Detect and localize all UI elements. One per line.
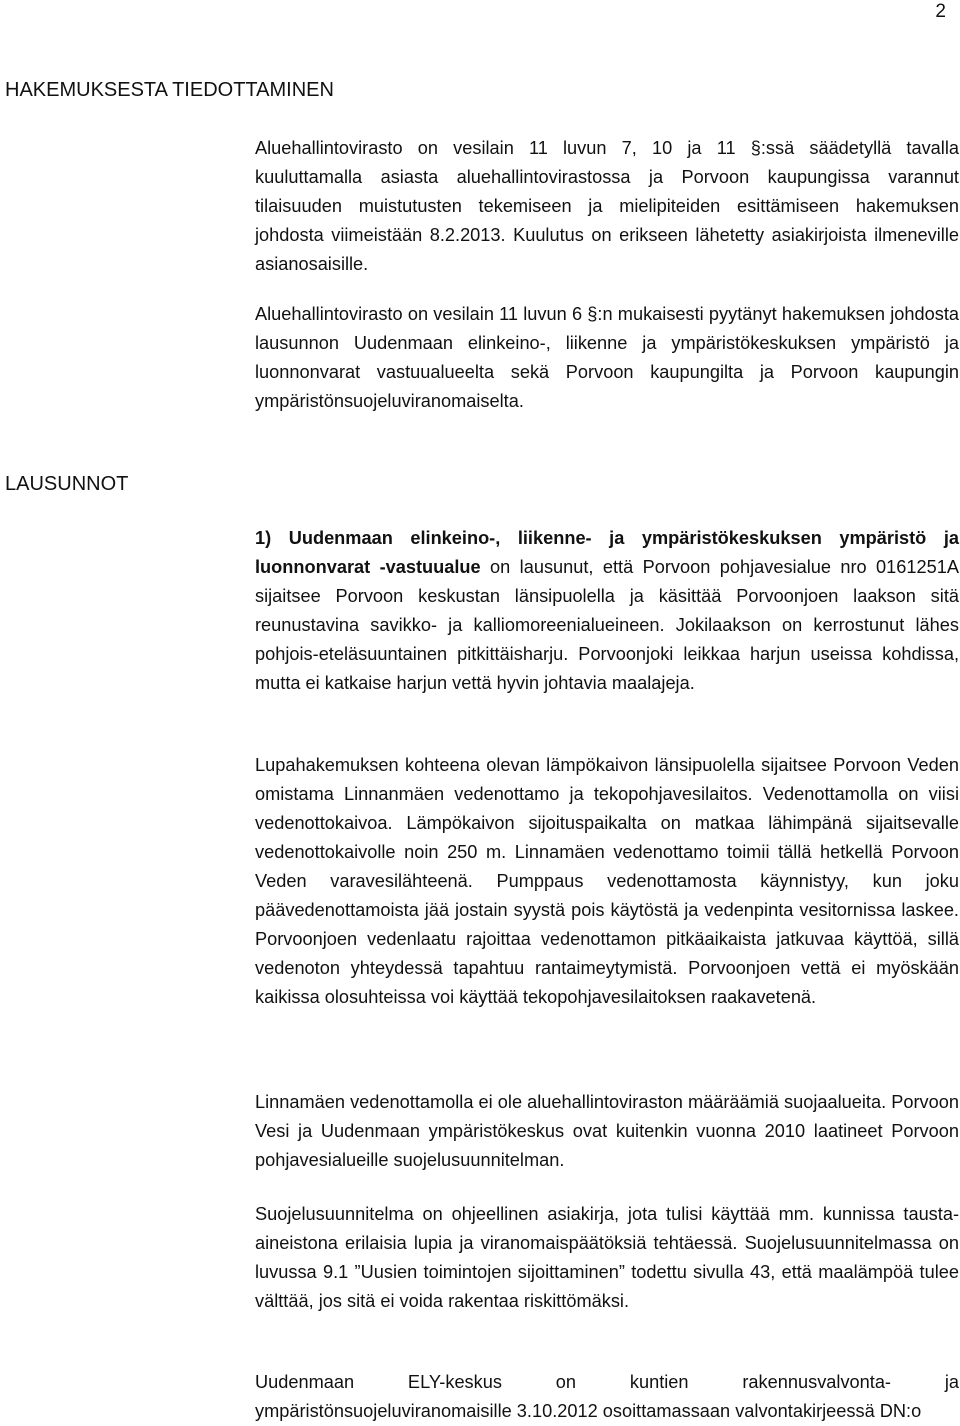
- paragraph-lupahakemus: Lupahakemuksen kohteena olevan lämpökaivon länsipuolella sijaitsee Porvoon Veden omistama Linnanmäen vedenottamo ja tekopohjavesilaitos. Vedenottamolla on viisi vedenottokaivoa. Lämpökaivon sijoituspaikalta on matkaa lähimpänä sijaitsevalle vedenottokaivolle noin 250 m. Linnamäen vedenottamo toimii tällä hetkellä Porvoon Veden varavesilähteenä. Pumppaus vedenottamosta käynnistyy, kun joku päävedenottamoista jää jostain syystä pois käytöstä ja vedenpinta vesitornissa laskee. Porvoonjoen vedenlaatu rajoittaa vedenottamon pitkäaikaista jatkuvaa käyttöä, sillä vedenoton yhteydessä tapahtuu rantaimeytymistä. Porvoonjoen vettä ei myöskään kaikissa olosuhteissa voi käyttää tekopohjavesilaitoksen raakavetenä.: [255, 755, 959, 1007]
- section-title-hakemuksesta-tiedottaminen: HAKEMUKSESTA TIEDOTTAMINEN: [5, 79, 334, 101]
- paragraph-ely-lausunto: [255, 524, 959, 698]
- paragraph-suojelusuunnitelma: Suojelusuunnitelma on ohjeellinen asiakirja, jota tulisi käyttää mm. kunnissa tausta-aineistona erilaisia lupia ja viranomaispäätöksiä tehtäessä. Suojelusuunnitelmassa on luvussa 9.1 ”Uusien toimintojen sijoittaminen” todettu sivulla 43, että maalämpöä tulee välttää, jos sitä ei voida rakentaa riskittömäksi.: [255, 1204, 959, 1311]
- page-number: 2: [935, 1, 946, 22]
- paragraph-kuulutus: Aluehallintovirasto on vesilain 11 luvun 7, 10 ja 11 §:ssä säädetyllä tavalla kuuluttamalla asiasta aluehallintovirastossa ja Porvoon kaupungissa varannut tilaisuuden muistutusten tekemiseen ja mielipiteiden esittämiseen hakemuksen johdosta viimeistään 8.2.2013. Kuulutus on erikseen lähetetty asiakirjoista ilmeneville asianosaisille.: [255, 138, 959, 274]
- ely-lausunto-lead: 1) Uudenmaan elinkeino-, liikenne- ja ympäristökeskuksen ympäristö ja luonnonvarat -vastuualue: [255, 528, 959, 577]
- section-title-lausunnot: LAUSUNNOT: [5, 473, 129, 495]
- ely-lausunto-body: on lausunut, että Porvoon pohjavesialue nro 0161251A sijaitsee Porvoon keskustan länsipuolella ja käsittää Porvoonjoen laakson sitä reunustavina savikko- ja kalliomoreenialueineen. Jokilaakson on kerrostunut lähes pohjois-eteläsuuntainen pitkittäisharju. Porvoonjoki leikkaa harjun useissa kohdissa, mutta ei katkaise harjun vettä hyvin johtavia maalajeja.: [255, 557, 959, 693]
- paragraph-valvontakirje: Uudenmaan ELY-keskus on kuntien rakennusvalvonta- ja ympäristönsuojeluviranomaisille 3.10.2012 osoittamassaan valvontakirjeessä DN:o: [255, 1372, 959, 1421]
- paragraph-suoja-alueet: Linnamäen vedenottamolla ei ole aluehallintoviraston määräämiä suojaalueita. Porvoon Vesi ja Uudenmaan ympäristökeskus ovat kuitenkin vuonna 2010 laatineet Porvoon pohjavesialueille suojelusuunnitelman.: [255, 1092, 959, 1170]
- paragraph-lausuntopyynto: Aluehallintovirasto on vesilain 11 luvun 6 §:n mukaisesti pyytänyt hakemuksen johdosta lausunnon Uudenmaan elinkeino-, liikenne ja ympäristökeskuksen ympäristö ja luonnonvarat vastuualueelta sekä Porvoon kaupungilta ja Porvoon kaupungin ympäristönsuojeluviranomaiselta.: [255, 304, 959, 411]
